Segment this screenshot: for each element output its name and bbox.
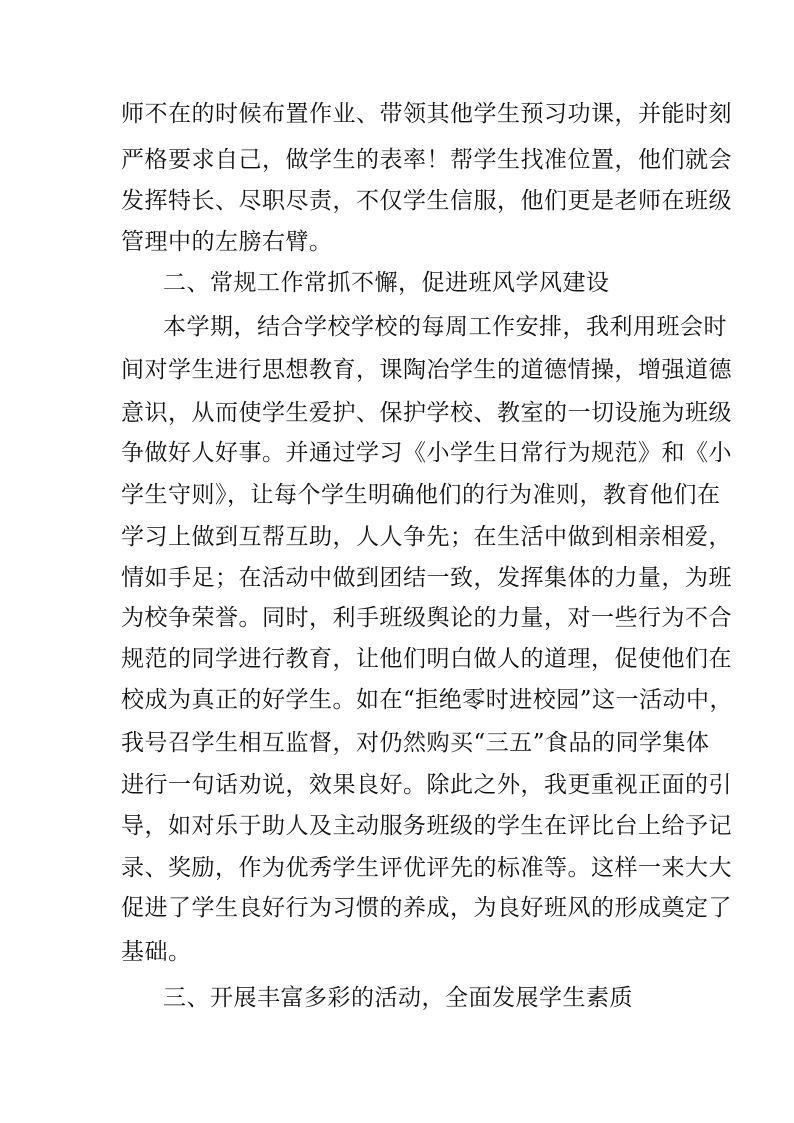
body-text-line: 学习上做到互帮互助，人人争先；在生活中做到相亲相爱， bbox=[121, 524, 732, 550]
section-heading: 二、常规工作常抓不懈，促进班风学风建设 bbox=[163, 270, 610, 296]
body-text-line: 我号召学生相互监督，对仍然购买“三五”食品的同学集体 bbox=[121, 730, 710, 756]
body-text-line: 录、奖励，作为优秀学生评优评先的标准等。这样一来大大 bbox=[121, 855, 732, 881]
body-text-line: 促进了学生良好行为习惯的养成，为良好班风的形成奠定了 bbox=[121, 895, 732, 921]
body-text-line: 管理中的左膀右臂。 bbox=[121, 229, 333, 255]
body-text-line: 间对学生进行思想教育，课陶冶学生的道德情操，增强道德 bbox=[121, 357, 732, 383]
body-text-line: 争做好人好事。并通过学习《小学生日常行为规范》和《小 bbox=[121, 440, 732, 466]
body-text-line: 校成为真正的好学生。如在“拒绝零时进校园”这一活动中， bbox=[121, 687, 734, 713]
body-text-line: 进行一句话劝说，效果良好。除此之外，我更重视正面的引 bbox=[121, 772, 732, 798]
body-text-line: 为校争荣誉。同时，利手班级舆论的力量，对一些行为不合 bbox=[121, 605, 732, 631]
body-text-line: 情如手足；在活动中做到团结一致，发挥集体的力量，为班 bbox=[121, 565, 732, 591]
body-text-line: 学生守则》，让每个学生明确他们的行为准则，教育他们在 bbox=[121, 482, 721, 508]
body-text-line: 意识，从而使学生爱护、保护学校、教室的一切设施为班级 bbox=[121, 400, 732, 426]
paragraph-first-line: 本学期，结合学校学校的每周工作安排，我利用班会时 bbox=[163, 314, 727, 340]
body-text-line: 严格要求自己，做学生的表率！帮学生找准位置，他们就会 bbox=[121, 147, 732, 173]
body-text-line: 师不在的时候布置作业、带领其他学生预习功课，并能时刻 bbox=[121, 101, 732, 127]
body-text-line: 规范的同学进行教育，让他们明白做人的道理，促使他们在 bbox=[121, 646, 732, 672]
body-text-line: 导，如对乐于助人及主动服务班级的学生在评比台上给予记 bbox=[121, 813, 732, 839]
body-text-line: 基础。 bbox=[121, 939, 192, 965]
body-text-line: 发挥特长、尽职尽责，不仅学生信服，他们更是老师在班级 bbox=[121, 188, 732, 214]
section-heading: 三、开展丰富多彩的活动，全面发展学生素质 bbox=[163, 985, 633, 1011]
